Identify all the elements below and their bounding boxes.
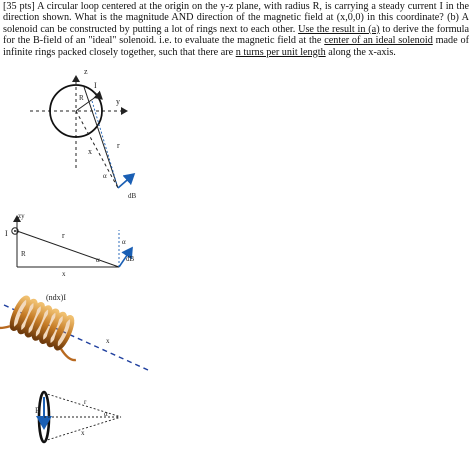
x-label-3: x (106, 337, 110, 345)
current-label-2: I (5, 229, 8, 238)
r-label-4: r (84, 398, 87, 406)
figure-4-ring (35, 392, 121, 442)
x-label-4: x (81, 429, 85, 437)
r-label-2: r (62, 231, 65, 240)
problem-underline-use-result: Use the result in (a) (298, 23, 380, 35)
zy-label: zy (18, 212, 25, 220)
current-label: I (94, 81, 97, 90)
problem-underline-n-turns: n turns per unit length (235, 46, 326, 58)
x-label-2: x (62, 270, 66, 278)
dB-label-2: dB (126, 255, 135, 263)
problem-text-part-3: made of infinite rings packed closely together, such that there are (3, 35, 469, 58)
dB-vector (118, 174, 134, 188)
z-label: z (84, 67, 88, 76)
y-label: y (116, 97, 120, 106)
problem-text-part-2: to derive the formula for the B-field of an "ideal" solenoid. i.e. to evaluate the magnetic field at the (3, 23, 469, 47)
figure-3-solenoid (0, 289, 148, 370)
ndx-label: (ndx)I (46, 293, 66, 302)
figure-2-side-view (5, 212, 135, 278)
radius-label-2: R (21, 250, 26, 258)
upper-r-line (44, 393, 121, 417)
problem-text-part-4: along the x-axis. (325, 46, 396, 58)
r-label: r (117, 141, 120, 150)
r-hypotenuse (17, 231, 119, 267)
x-label: x (88, 147, 92, 156)
x-axis (76, 111, 118, 188)
problem-underline-center-solenoid: center of an ideal solenoid (324, 35, 433, 47)
alpha-label-2: α (96, 256, 100, 264)
figure-1-loop (30, 67, 137, 200)
radius-label-4: R (35, 406, 41, 415)
radius-label: R (79, 94, 84, 102)
dB-label: dB (128, 192, 137, 200)
problem-text-part-1: [35 pts] A circular loop centered at the origin on the y-z plane, with radius R, is carrying a steady current I in the direction shown. What is the magnitude AND direction of the magnetic field at (x,0,0) in this coordinate? (b) A solenoid can be constructed by putting a lot of rings next to each other. (3, 1, 469, 35)
alpha-label-2b: α (122, 238, 126, 246)
alpha-label: α (103, 172, 107, 180)
alpha-label-4: α (104, 410, 108, 418)
